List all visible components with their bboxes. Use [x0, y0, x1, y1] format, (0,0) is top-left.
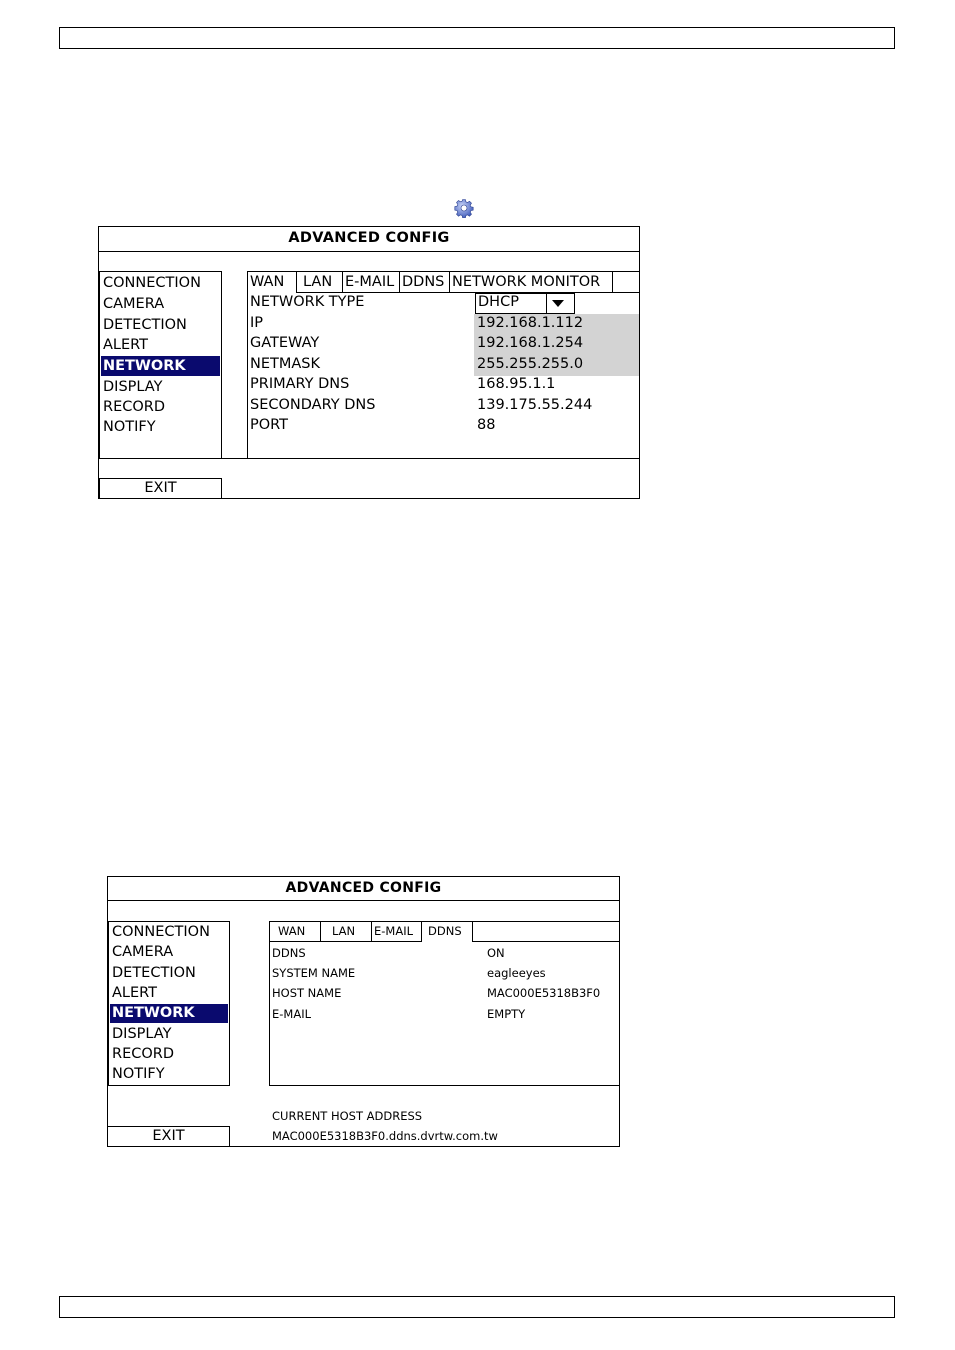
- email-value[interactable]: EMPTY: [487, 1007, 526, 1021]
- tab-lan[interactable]: LAN: [296, 271, 343, 293]
- current-host-value: MAC000E5318B3F0.ddns.dvrtw.com.tw: [272, 1129, 498, 1143]
- advanced-config-panel-network: [98, 226, 640, 499]
- sidebar-menu: [99, 271, 222, 459]
- sidebar-item-connection[interactable]: CONNECTION: [103, 275, 201, 291]
- sidebar-menu: [108, 921, 230, 1086]
- title-divider: [108, 900, 619, 901]
- tab-network-monitor[interactable]: NETWORK MONITOR: [449, 271, 613, 293]
- primary-dns-value[interactable]: 168.95.1.1: [477, 376, 556, 392]
- tab-wan[interactable]: WAN: [269, 921, 321, 942]
- netmask-label: NETMASK: [250, 356, 321, 372]
- tab-ddns[interactable]: DDNS: [421, 921, 473, 942]
- host-name-label: HOST NAME: [272, 986, 342, 1000]
- gateway-label: GATEWAY: [250, 335, 320, 351]
- panel-title: ADVANCED CONFIG: [285, 880, 442, 896]
- tab-wan[interactable]: WAN: [247, 271, 297, 293]
- sidebar-item-notify[interactable]: NOTIFY: [112, 1066, 165, 1082]
- advanced-config-panel-ddns: [107, 876, 620, 1147]
- tab-ddns[interactable]: DDNS: [399, 271, 450, 293]
- port-value[interactable]: 88: [477, 417, 496, 433]
- chevron-down-icon[interactable]: [552, 300, 564, 307]
- tab-baseline: [613, 292, 639, 293]
- sidebar-item-camera[interactable]: CAMERA: [112, 944, 174, 960]
- ddns-value[interactable]: ON: [487, 946, 505, 960]
- sidebar-item-display[interactable]: DISPLAY: [112, 1026, 172, 1042]
- title-divider: [99, 251, 639, 252]
- gear-icon: [454, 198, 474, 218]
- primary-dns-label: PRIMARY DNS: [250, 376, 350, 392]
- dropdown-separator: [546, 294, 547, 313]
- page-header-box: [59, 27, 895, 49]
- exit-button[interactable]: EXIT: [99, 478, 222, 499]
- settings-content: [269, 921, 620, 1086]
- panel-title: ADVANCED CONFIG: [288, 230, 450, 246]
- sidebar-item-connection[interactable]: CONNECTION: [112, 924, 210, 940]
- sidebar-item-network[interactable]: NETWORK: [101, 356, 220, 376]
- sidebar-item-display[interactable]: DISPLAY: [103, 379, 163, 395]
- network-type-value: DHCP: [478, 294, 519, 310]
- tab-lan[interactable]: LAN: [320, 921, 372, 942]
- sidebar-item-camera[interactable]: CAMERA: [103, 296, 165, 312]
- tab-email[interactable]: E-MAIL: [371, 921, 422, 942]
- sidebar-item-detection[interactable]: DETECTION: [103, 317, 187, 333]
- sidebar-item-record[interactable]: RECORD: [103, 399, 166, 415]
- network-type-dropdown[interactable]: [475, 293, 575, 314]
- exit-button[interactable]: EXIT: [108, 1126, 230, 1147]
- ddns-label: DDNS: [272, 946, 306, 960]
- email-label: E-MAIL: [272, 1007, 312, 1021]
- sidebar-item-notify[interactable]: NOTIFY: [103, 419, 156, 435]
- secondary-dns-label: SECONDARY DNS: [250, 397, 376, 413]
- netmask-value[interactable]: 255.255.255.0: [477, 356, 584, 372]
- network-type-label: NETWORK TYPE: [250, 294, 365, 310]
- tab-email[interactable]: E-MAIL: [342, 271, 400, 293]
- secondary-dns-value[interactable]: 139.175.55.244: [477, 397, 593, 413]
- host-name-value[interactable]: MAC000E5318B3F0: [487, 986, 601, 1000]
- sidebar-item-detection[interactable]: DETECTION: [112, 965, 196, 981]
- page-footer-box: [59, 1296, 895, 1318]
- sidebar-item-alert[interactable]: ALERT: [103, 337, 149, 353]
- tab-baseline: [472, 941, 619, 942]
- sidebar-item-alert[interactable]: ALERT: [112, 985, 158, 1001]
- port-label: PORT: [250, 417, 289, 433]
- ip-label: IP: [250, 315, 264, 331]
- sidebar-item-network[interactable]: NETWORK: [110, 1004, 228, 1023]
- gateway-value[interactable]: 192.168.1.254: [477, 335, 584, 351]
- system-name-label: SYSTEM NAME: [272, 966, 356, 980]
- system-name-value[interactable]: eagleeyes: [487, 966, 546, 980]
- ip-value[interactable]: 192.168.1.112: [477, 315, 584, 331]
- current-host-label: CURRENT HOST ADDRESS: [272, 1109, 423, 1123]
- sidebar-item-record[interactable]: RECORD: [112, 1046, 175, 1062]
